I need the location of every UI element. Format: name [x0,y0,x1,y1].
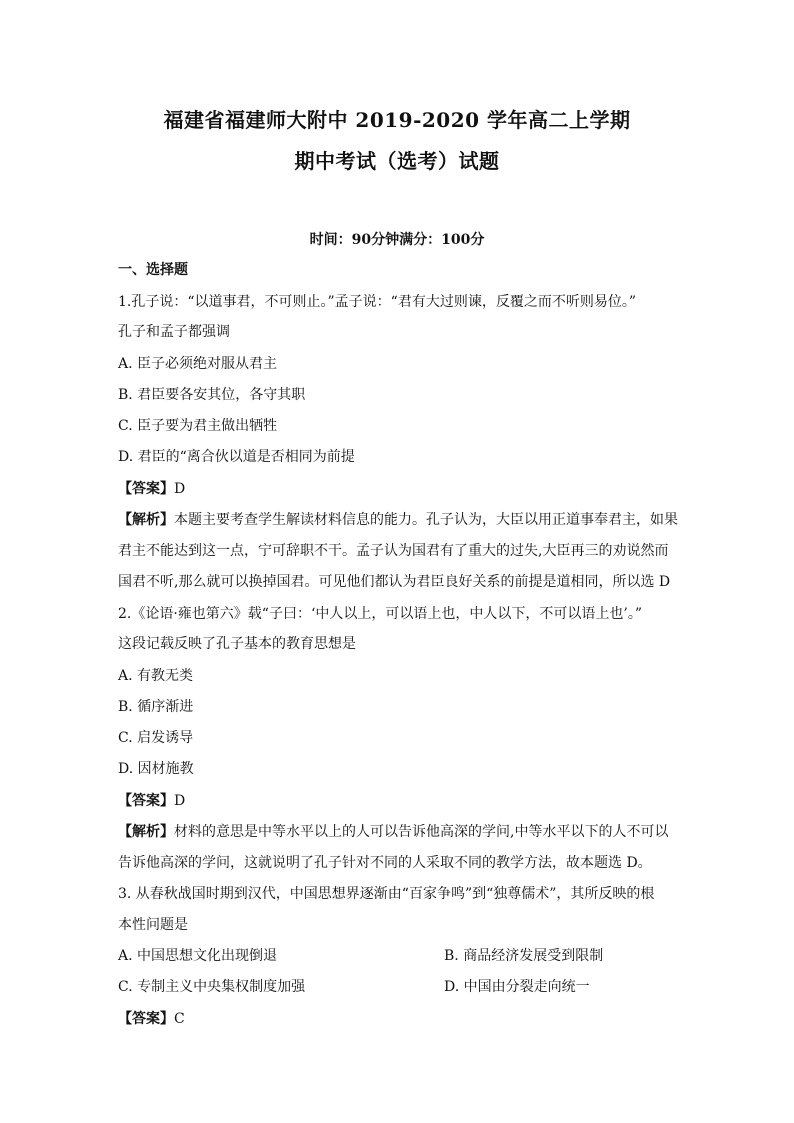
q3-stem-line1: 3. 从春秋战国时期到汉代，中国思想界逐渐由“百家争鸣”到“独尊儒术”，其所反映的根 [118,886,655,902]
q2-stem-line2: 这段记载反映了孔子基本的教育思想是 [118,636,356,652]
q2-option-b: B. 循序渐进 [118,699,194,715]
document-title-line2: 期中考试（选考）试题 [294,149,500,173]
q1-stem-line1: 1.孔子说：“以道事君，不可则止。”孟子说：“君有大过则谏，反覆之而不听则易位。” [118,294,636,310]
q1-answer [118,479,678,499]
q1-analysis-label: 【解析】 [118,512,174,528]
q1-option-a: A. 臣子必须绝对服从君主 [118,356,278,372]
q2-option-a: A. 有教无类 [118,668,194,684]
q2-analysis-line2: 告诉他高深的学问，这就说明了孔子针对不同的人采取不同的教学方法，故本题选 D。 [118,855,652,871]
q3-option-a: A. 中国思想文化出现倒退 [118,948,278,964]
q2-analysis-line1 [118,822,678,842]
q2-answer-label: 【答案】 [118,793,174,809]
q1-analysis-text1: 本题主要考查学生解读材料信息的能力。孔子认为，大臣以用正道事奉君主，如果 [174,512,678,528]
q1-answer-label: 【答案】 [118,481,174,497]
q2-analysis-label: 【解析】 [118,824,174,840]
q2-answer-value: D [174,793,186,809]
q1-option-d: D. 君臣的“离合伙以道是否相同为前提 [118,449,355,465]
q3-option-c: C. 专制主义中央集权制度加强 [118,979,306,995]
q2-option-d: D. 因材施教 [118,761,194,777]
section-heading: 一、选择题 [118,262,188,278]
q1-option-b: B. 君臣要各安其位，各守其职 [118,387,306,403]
q1-stem-line2: 孔子和孟子都强调 [118,324,230,340]
q1-answer-value: D [174,481,186,497]
q2-option-c: C. 启发诱导 [118,730,194,746]
q3-answer-label: 【答案】 [118,1011,174,1027]
exam-time-info: 时间：90分钟满分：100分 [309,232,485,248]
document-title-line1: 福建省福建师大附中 2019-2020 学年高二上学期 [163,108,631,132]
q1-option-c: C. 臣子要为君主做出牺牲 [118,418,278,434]
q2-stem-line1: 2.《论语·雍也第六》载“子曰：‘中人以上，可以语上也，中人以下，不可以语上也’。” [118,606,643,622]
q2-analysis-text1: 材料的意思是中等水平以上的人可以告诉他高深的学问,中等水平以下的人不可以 [174,824,669,840]
q1-analysis-line3: 国君不听,那么就可以换掉国君。可见他们都认为君臣良好关系的前提是道相同，所以选 D [118,574,671,590]
q3-option-b: B. 商品经济发展受到限制 [444,948,604,964]
q3-stem-line2: 本性问题是 [118,917,188,933]
q3-answer-value: C [174,1011,185,1027]
q3-option-d: D. 中国由分裂走向统一 [444,979,590,995]
q2-answer [118,791,678,811]
q1-analysis-line1 [118,510,678,530]
q1-analysis-line2: 君主不能达到这一点，宁可辞职不干。孟子认为国君有了重大的过失,大臣再三的劝说然而 [118,543,669,559]
q3-answer [118,1009,678,1029]
